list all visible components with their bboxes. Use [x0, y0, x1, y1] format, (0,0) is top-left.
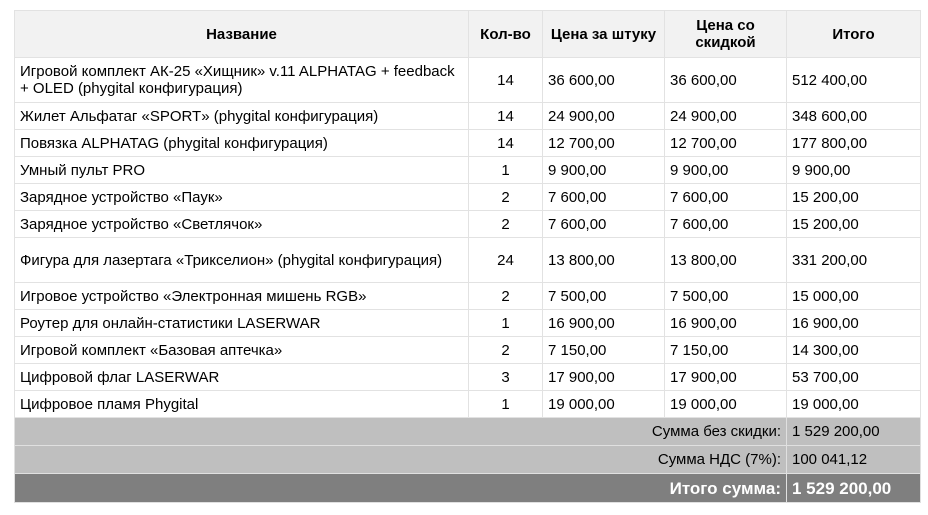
- cell-qty: 2: [469, 211, 543, 238]
- cell-qty: 3: [469, 364, 543, 391]
- grand-total-label: Итого сумма:: [15, 474, 787, 503]
- cell-qty: 1: [469, 157, 543, 184]
- cell-discount-price: 7 500,00: [665, 283, 787, 310]
- cell-name: Зарядное устройство «Паук»: [15, 184, 469, 211]
- cell-name: Жилет Альфатаг «SPORT» (phygital конфигурация): [15, 103, 469, 130]
- vat-label: Сумма НДС (7%):: [15, 446, 787, 474]
- cell-price: 9 900,00: [543, 157, 665, 184]
- cell-qty: 24: [469, 238, 543, 283]
- cell-discount-price: 13 800,00: [665, 238, 787, 283]
- cell-price: 24 900,00: [543, 103, 665, 130]
- cell-total: 14 300,00: [787, 337, 921, 364]
- table-row: [15, 157, 921, 184]
- grand-total-row: [15, 474, 921, 503]
- subtotal-row: [15, 418, 921, 446]
- cell-price: 7 600,00: [543, 211, 665, 238]
- table-row: [15, 310, 921, 337]
- cell-price: 12 700,00: [543, 130, 665, 157]
- cell-price: 7 500,00: [543, 283, 665, 310]
- cell-price: 19 000,00: [543, 391, 665, 418]
- order-table-container: [14, 10, 920, 503]
- header-name: Название: [15, 11, 469, 58]
- cell-discount-price: 7 150,00: [665, 337, 787, 364]
- cell-price: 17 900,00: [543, 364, 665, 391]
- cell-total: 15 200,00: [787, 211, 921, 238]
- cell-discount-price: 24 900,00: [665, 103, 787, 130]
- cell-discount-price: 17 900,00: [665, 364, 787, 391]
- cell-name: Роутер для онлайн-статистики LASERWAR: [15, 310, 469, 337]
- header-row: [15, 11, 921, 58]
- cell-total: 53 700,00: [787, 364, 921, 391]
- cell-name: Умный пульт PRO: [15, 157, 469, 184]
- cell-price: 16 900,00: [543, 310, 665, 337]
- cell-total: 512 400,00: [787, 58, 921, 103]
- cell-price: 36 600,00: [543, 58, 665, 103]
- cell-name: Повязка ALPHATAG (phygital конфигурация): [15, 130, 469, 157]
- table-body: [15, 58, 921, 418]
- cell-qty: 1: [469, 391, 543, 418]
- cell-discount-price: 7 600,00: [665, 211, 787, 238]
- cell-name: Цифровой флаг LASERWAR: [15, 364, 469, 391]
- vat-value: 100 041,12: [787, 446, 921, 474]
- cell-qty: 14: [469, 58, 543, 103]
- cell-qty: 14: [469, 103, 543, 130]
- table-row: [15, 130, 921, 157]
- cell-discount-price: 16 900,00: [665, 310, 787, 337]
- table-row: [15, 58, 921, 103]
- cell-qty: 14: [469, 130, 543, 157]
- header-total: Итого: [787, 11, 921, 58]
- subtotal-label: Сумма без скидки:: [15, 418, 787, 446]
- cell-qty: 2: [469, 337, 543, 364]
- table-row: [15, 103, 921, 130]
- header-price: Цена за штуку: [543, 11, 665, 58]
- grand-total-value: 1 529 200,00: [787, 474, 921, 503]
- cell-total: 15 000,00: [787, 283, 921, 310]
- cell-total: 348 600,00: [787, 103, 921, 130]
- cell-total: 331 200,00: [787, 238, 921, 283]
- cell-name: Игровое устройство «Электронная мишень RGB»: [15, 283, 469, 310]
- cell-name: Игровой комплект АК-25 «Хищник» v.11 ALPHATAG + feedback + OLED (phygital конфигурация): [15, 58, 469, 103]
- cell-total: 16 900,00: [787, 310, 921, 337]
- cell-total: 9 900,00: [787, 157, 921, 184]
- cell-qty: 2: [469, 283, 543, 310]
- vat-row: [15, 446, 921, 474]
- table-summary: [15, 418, 921, 503]
- cell-name: Цифровое пламя Phygital: [15, 391, 469, 418]
- cell-total: 19 000,00: [787, 391, 921, 418]
- cell-name: Фигура для лазертага «Трикселион» (phygital конфигурация): [15, 238, 469, 283]
- cell-discount-price: 19 000,00: [665, 391, 787, 418]
- cell-price: 7 600,00: [543, 184, 665, 211]
- table-row: [15, 211, 921, 238]
- cell-price: 13 800,00: [543, 238, 665, 283]
- cell-discount-price: 9 900,00: [665, 157, 787, 184]
- cell-total: 177 800,00: [787, 130, 921, 157]
- table-row: [15, 184, 921, 211]
- cell-discount-price: 36 600,00: [665, 58, 787, 103]
- header-discount-price: Цена со скидкой: [665, 11, 787, 58]
- cell-qty: 1: [469, 310, 543, 337]
- table-row: [15, 364, 921, 391]
- table-row: [15, 238, 921, 283]
- cell-discount-price: 7 600,00: [665, 184, 787, 211]
- table-row: [15, 283, 921, 310]
- cell-qty: 2: [469, 184, 543, 211]
- subtotal-value: 1 529 200,00: [787, 418, 921, 446]
- cell-total: 15 200,00: [787, 184, 921, 211]
- order-table: [14, 10, 921, 503]
- header-qty: Кол-во: [469, 11, 543, 58]
- table-row: [15, 391, 921, 418]
- cell-price: 7 150,00: [543, 337, 665, 364]
- table-header: [15, 11, 921, 58]
- cell-name: Игровой комплект «Базовая аптечка»: [15, 337, 469, 364]
- cell-discount-price: 12 700,00: [665, 130, 787, 157]
- cell-name: Зарядное устройство «Светлячок»: [15, 211, 469, 238]
- table-row: [15, 337, 921, 364]
